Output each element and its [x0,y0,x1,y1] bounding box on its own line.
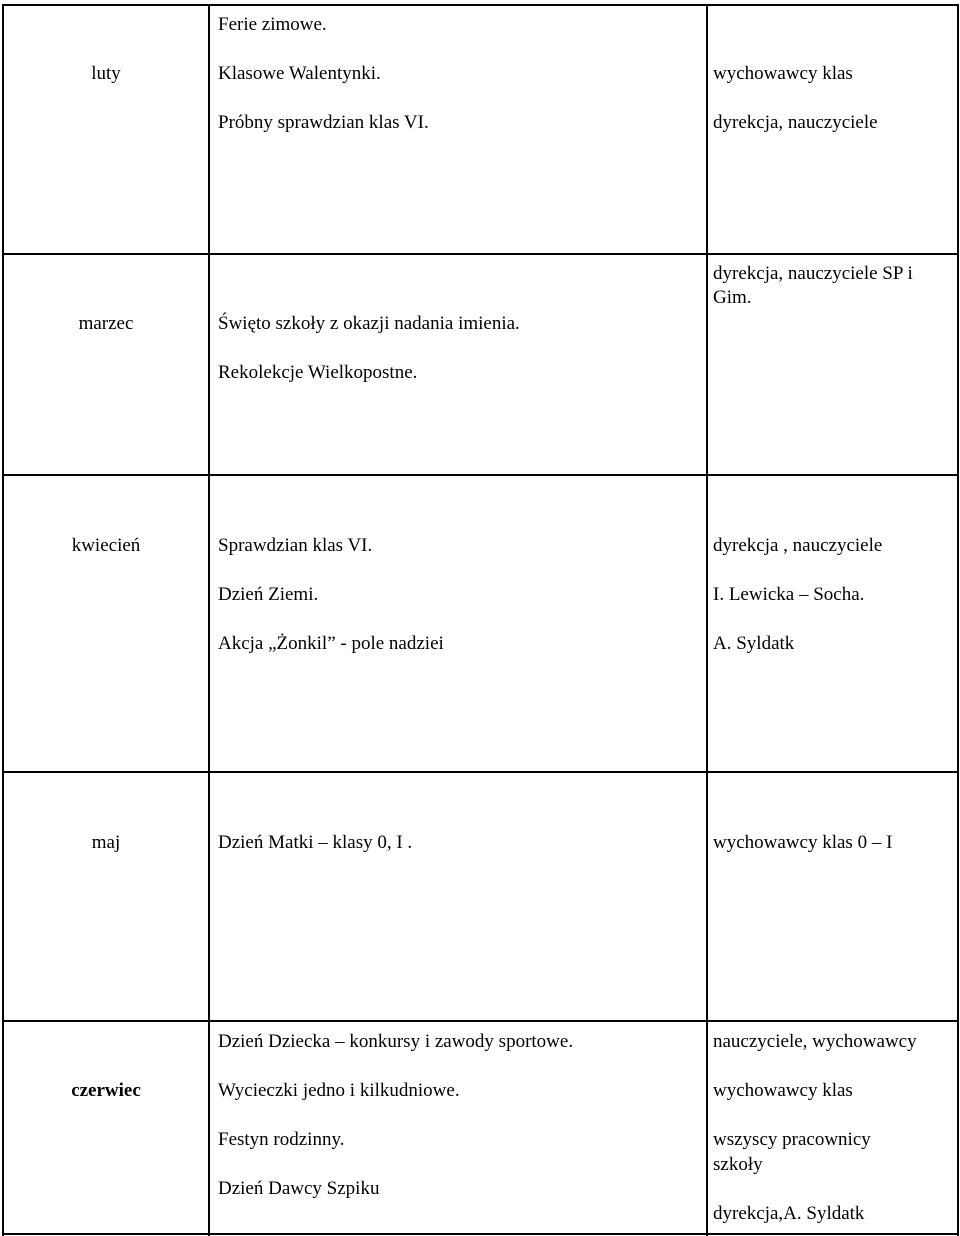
responsible-item: szkoły [713,1154,763,1175]
responsible-item: dyrekcja , nauczyciele [713,535,883,556]
responsible-item: dyrekcja, nauczyciele SP i [713,263,913,284]
event-item: Sprawdzian klas VI. [218,535,373,556]
table-border-top [2,4,959,6]
row-divider-3 [2,771,959,773]
responsible-item: wychowawcy klas [713,63,853,84]
month-cell: kwiecień [71,535,141,556]
responsible-item: nauczyciele, wychowawcy [713,1031,917,1052]
event-item: Akcja „Żonkil” - pole nadziei [218,633,444,654]
month-cell: czerwiec [71,1080,141,1101]
event-item: Klasowe Walentynki. [218,63,381,84]
event-item: Rekolekcje Wielkopostne. [218,362,418,383]
event-item: Dzień Matki – klasy 0, I . [218,832,413,853]
event-item: Dzień Dawcy Szpiku [218,1178,380,1199]
responsible-item: wychowawcy klas 0 – I [713,832,893,853]
table-border-right [957,4,959,1236]
responsible-item: wychowawcy klas [713,1080,853,1101]
row-divider-4 [2,1020,959,1022]
table-border-bottom [2,1233,959,1235]
responsible-item: dyrekcja,A. Syldatk [713,1203,865,1224]
responsible-item: I. Lewicka – Socha. [713,584,865,605]
responsible-item: dyrekcja, nauczyciele [713,112,878,133]
event-item: Dzień Ziemi. [218,584,319,605]
row-divider-2 [2,474,959,476]
column-divider-1 [208,4,210,1236]
table-border-left [2,4,4,1236]
event-item: Wycieczki jedno i kilkudniowe. [218,1080,460,1101]
event-item: Dzień Dziecka – konkursy i zawody sportowe. [218,1031,574,1052]
column-divider-2 [706,4,708,1236]
responsible-item: Gim. [713,287,752,308]
responsible-item: wszyscy pracownicy [713,1129,871,1150]
responsible-item: A. Syldatk [713,633,795,654]
row-divider-1 [2,253,959,255]
event-item: Próbny sprawdzian klas VI. [218,112,429,133]
event-item: Ferie zimowe. [218,14,327,35]
month-cell: marzec [78,313,134,334]
month-cell: luty [91,63,121,84]
event-item: Festyn rodzinny. [218,1129,345,1150]
month-cell: maj [91,832,121,853]
event-item: Święto szkoły z okazji nadania imienia. [218,313,520,334]
